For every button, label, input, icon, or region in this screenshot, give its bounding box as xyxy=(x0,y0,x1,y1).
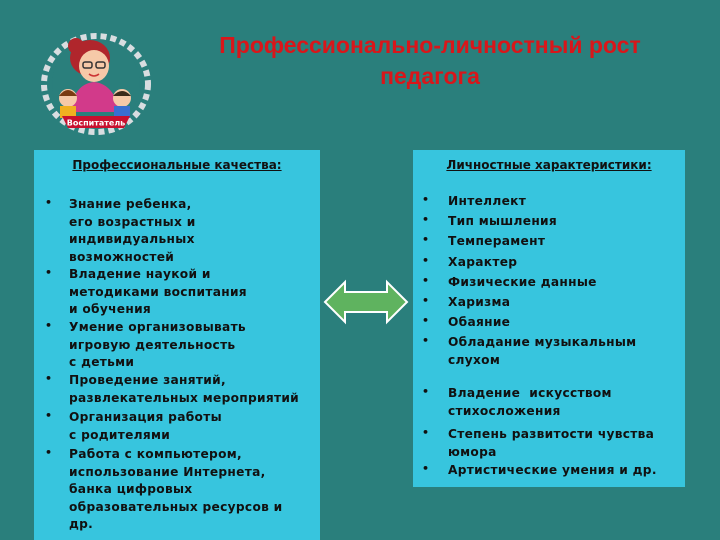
list-item-text: Харизма xyxy=(448,295,511,309)
bullet-icon: • xyxy=(422,254,430,267)
list-item-text: Интеллект xyxy=(448,194,527,208)
list-item-text: Степень развитости чувства юмора xyxy=(448,427,655,459)
bullet-icon: • xyxy=(422,462,430,475)
professional-qualities-header: Профессиональные качества: xyxy=(72,158,282,172)
list-item-text: Обладание музыкальным слухом xyxy=(448,335,637,367)
personal-characteristics-header: Личностные характеристики: xyxy=(446,158,652,172)
list-item-text: Знание ребенка, его возрастных и индивидуальных возможностей xyxy=(69,197,196,264)
bullet-icon: • xyxy=(422,314,430,327)
list-item-text: Владение наукой и методиками воспитания и обучения xyxy=(69,267,247,316)
bullet-icon: • xyxy=(45,319,53,332)
list-item-text: Артистические умения и др. xyxy=(448,463,657,477)
list-item-text: Проведение занятий, развлекательных мероприятий xyxy=(69,373,300,405)
list-item-text: Тип мышления xyxy=(448,214,558,228)
teacher-badge-logo xyxy=(34,32,158,138)
bullet-icon: • xyxy=(422,385,430,398)
list-item-text: Темперамент xyxy=(448,234,546,248)
bullet-icon: • xyxy=(45,372,53,385)
bullet-icon: • xyxy=(422,193,430,206)
list-item-text: Обаяние xyxy=(448,315,511,329)
page-title xyxy=(160,30,700,92)
bullet-icon: • xyxy=(45,196,53,209)
double-arrow-icon xyxy=(323,279,409,325)
title-line-1: Профессионально-личностный рост xyxy=(219,32,641,58)
bullet-icon: • xyxy=(422,274,430,287)
bullet-icon: • xyxy=(422,334,430,347)
list-item-text: Умение организовывать игровую деятельность с детьми xyxy=(69,320,246,369)
title-line-2: педагога xyxy=(380,63,480,89)
list-item-text: Физические данные xyxy=(448,275,597,289)
list-item-text: Характер xyxy=(448,255,518,269)
bullet-icon: • xyxy=(422,294,430,307)
list-item-text: Организация работы с родителями xyxy=(69,410,222,442)
list-item-text: Работа с компьютером, использование Интернета, банка цифровых образовательных ресурсов и др. xyxy=(69,447,283,531)
logo-ribbon-text: Воспитатель xyxy=(66,118,126,128)
bullet-icon: • xyxy=(422,426,430,439)
professional-qualities-card xyxy=(34,150,320,540)
bullet-icon: • xyxy=(422,233,430,246)
list-item-text: Владение искусством стихосложения xyxy=(448,386,612,418)
personal-characteristics-card xyxy=(413,150,685,487)
bullet-icon: • xyxy=(422,213,430,226)
bullet-icon: • xyxy=(45,266,53,279)
bullet-icon: • xyxy=(45,409,53,422)
bullet-icon: • xyxy=(45,446,53,459)
